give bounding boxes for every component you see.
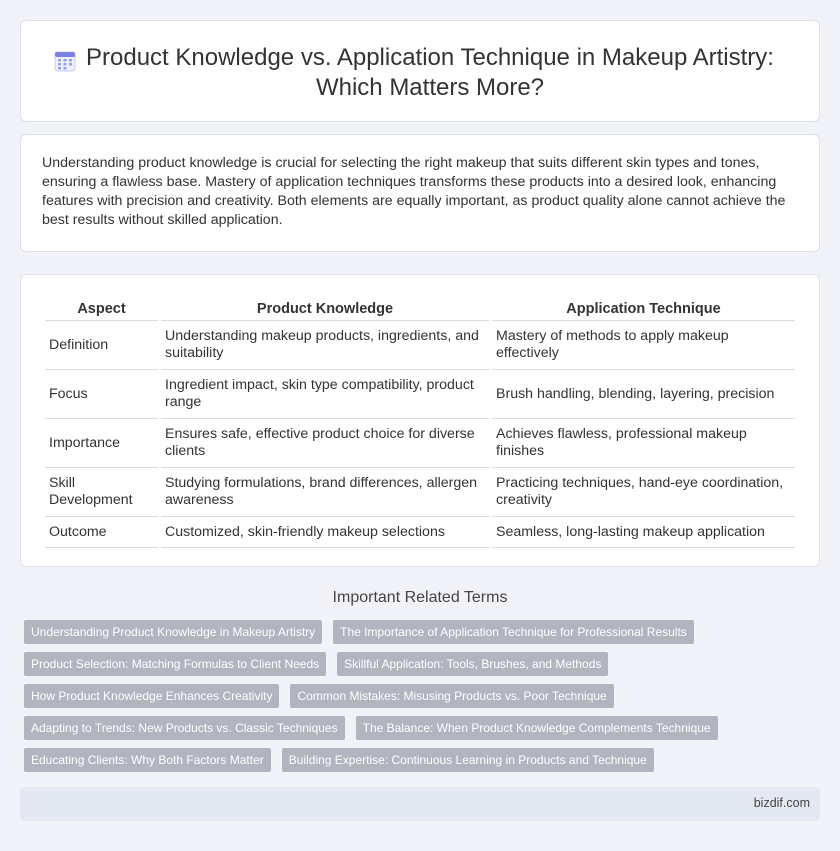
table-row bbox=[45, 321, 795, 370]
related-term-tag[interactable]: How Product Knowledge Enhances Creativity bbox=[24, 684, 279, 708]
table-cell: Ingredient impact, skin type compatibility, product range bbox=[161, 370, 489, 419]
table-cell: Skill Development bbox=[45, 468, 158, 517]
table-cell: Practicing techniques, hand-eye coordination, creativity bbox=[492, 468, 795, 517]
table-cell: Brush handling, blending, layering, precision bbox=[492, 370, 795, 419]
table-cell: Mastery of methods to apply makeup effectively bbox=[492, 321, 795, 370]
table-row bbox=[45, 517, 795, 548]
table-row bbox=[45, 468, 795, 517]
table-header-row bbox=[45, 296, 795, 321]
table-cell: Focus bbox=[45, 370, 158, 419]
table-cell: Achieves flawless, professional makeup finishes bbox=[492, 419, 795, 468]
footer-site-link[interactable]: bizdif.com bbox=[753, 796, 810, 810]
related-term-tag[interactable]: Building Expertise: Continuous Learning in Products and Technique bbox=[282, 748, 654, 772]
related-term-tag[interactable]: Educating Clients: Why Both Factors Matter bbox=[24, 748, 271, 772]
table-cell: Customized, skin-friendly makeup selections bbox=[161, 517, 489, 548]
column-header-application-technique: Application Technique bbox=[492, 296, 795, 321]
page-title: Product Knowledge vs. Application Technique in Makeup Artistry: Which Matters More? bbox=[86, 44, 774, 101]
related-term-tag[interactable]: Common Mistakes: Misusing Products vs. Poor Technique bbox=[290, 684, 613, 708]
table-row bbox=[45, 370, 795, 419]
related-term-tag[interactable]: The Balance: When Product Knowledge Complements Technique bbox=[356, 716, 718, 740]
table-cell: Importance bbox=[45, 419, 158, 468]
related-term-tag[interactable]: The Importance of Application Technique for Professional Results bbox=[333, 620, 694, 644]
table-cell: Seamless, long-lasting makeup application bbox=[492, 517, 795, 548]
intro-paragraph: Understanding product knowledge is crucial for selecting the right makeup that suits different skin types and tones, ensuring a flawless base. Mastery of application techniques transforms these products into a desired look, enhancing features with precision and creativity. Both elements are equally important, as product quality alone cannot achieve the best results without skilled application. bbox=[42, 155, 786, 228]
table-row bbox=[45, 419, 795, 468]
header-card bbox=[20, 20, 820, 122]
related-term-tag[interactable]: Adapting to Trends: New Products vs. Classic Techniques bbox=[24, 716, 345, 740]
comparison-table bbox=[42, 296, 798, 548]
column-header-aspect: Aspect bbox=[45, 296, 158, 321]
table-cell: Understanding makeup products, ingredients, and suitability bbox=[161, 321, 489, 370]
table-cell: Definition bbox=[45, 321, 158, 370]
column-header-product-knowledge: Product Knowledge bbox=[161, 296, 489, 321]
table-cell: Studying formulations, brand differences, allergen awareness bbox=[161, 468, 489, 517]
related-term-tag[interactable]: Understanding Product Knowledge in Makeup Artistry bbox=[24, 620, 322, 644]
table-cell: Ensures safe, effective product choice for diverse clients bbox=[161, 419, 489, 468]
footer bbox=[20, 787, 820, 821]
related-terms-list bbox=[24, 620, 814, 780]
intro-card bbox=[20, 134, 820, 252]
related-terms-title: Important Related Terms bbox=[332, 589, 508, 606]
table-cell: Outcome bbox=[45, 517, 158, 548]
related-term-tag[interactable]: Skillful Application: Tools, Brushes, and Methods bbox=[337, 652, 608, 676]
related-term-tag[interactable]: Product Selection: Matching Formulas to Client Needs bbox=[24, 652, 326, 676]
comparison-table-card bbox=[20, 274, 820, 567]
